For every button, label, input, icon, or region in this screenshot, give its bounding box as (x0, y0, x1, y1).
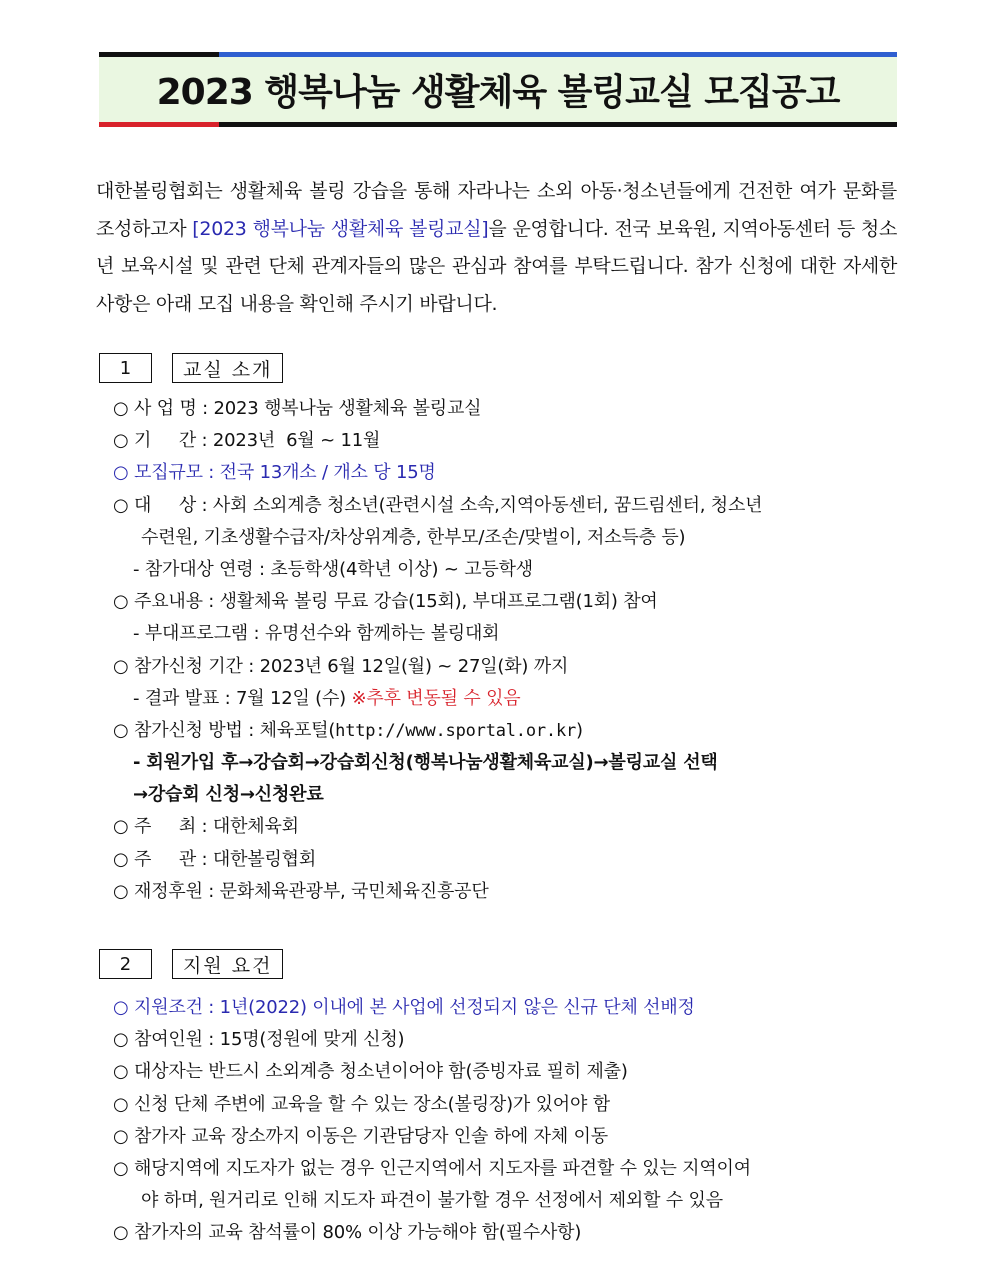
list-item-eligibility: ○ 대상자는 반드시 소외계층 청소년이어야 함(증빙자료 필히 제출) (113, 1061, 628, 1083)
list-item-target: ○ 대 상 : 사회 소외계층 청소년(관련시설 소속,지역아동센터, 꿈드림센터, 청소년 (113, 494, 763, 516)
title-banner (99, 52, 897, 127)
section-1-list (113, 393, 903, 908)
list-item-result (113, 683, 903, 715)
list-item-venue: ○ 신청 단체 주변에 교육을 할 수 있는 장소(볼링장)가 있어야 함 (113, 1093, 610, 1115)
list-item-age: - 참가대상 연령 : 초등학생(4학년 이상) ~ 고등학생 (133, 558, 533, 580)
intro-text-before: 대한볼링협회는 생활체육 볼링 강습을 통해 자라나는 소외 아동·청소년들에게 건전한 여가 문화를 조성하고자 (96, 180, 897, 240)
section-2-list (113, 992, 903, 1250)
section-1-title: 교실 소개 (172, 353, 283, 383)
list-item-sub-program: - 부대프로그램 : 유명선수와 함께하는 볼링대회 (133, 623, 500, 645)
list-item-instructor: ○ 해당지역에 지도자가 없는 경우 인근지역에서 지도자를 파견할 수 있는 지역이여 (113, 1157, 751, 1179)
list-item-steps-2: →강습회 신청→신청완료 (133, 784, 324, 806)
intro-paragraph (96, 173, 897, 323)
apply-url-link[interactable]: http://www.sportal.or.kr (335, 720, 577, 741)
list-item-scale: ○ 모집규모 : 전국 13개소 / 개소 당 15명 (113, 462, 436, 484)
list-item-transport: ○ 참가자 교육 장소까지 이동은 기관담당자 인솔 하에 자체 이동 (113, 1125, 608, 1147)
list-item-apply-method (113, 715, 903, 747)
list-item-sponsor: ○ 재정후원 : 문화체육관광부, 국민체육진흥공단 (113, 880, 489, 902)
list-item-host: ○ 주 최 : 대한체육회 (113, 816, 299, 838)
section-2-number: 2 (99, 949, 152, 979)
page-title: 2023 행복나눔 생활체육 볼링교실 모집공고 (156, 72, 840, 113)
list-item-condition: ○ 지원조건 : 1년(2022) 이내에 본 사업에 선정되지 않은 신규 단체 선배정 (113, 997, 695, 1018)
title-bottom-bar (99, 122, 897, 127)
list-item-instructor-cont: 야 하며, 원거리로 인해 지도자 파견이 불가할 경우 선정에서 제외할 수 있음 (141, 1190, 723, 1212)
intro-highlight: [2023 행복나눔 생활체육 볼링교실] (192, 217, 489, 240)
list-item-project-name: ○ 사 업 명 : 2023 행복나눔 생활체육 볼링교실 (113, 398, 482, 419)
list-item-period: ○ 기 간 : 2023년 6월 ~ 11월 (113, 430, 381, 452)
section-2-title: 지원 요건 (172, 949, 283, 979)
list-item-apply-period: ○ 참가신청 기간 : 2023년 6월 12일(월) ~ 27일(화) 까지 (113, 655, 569, 677)
section-1-number: 1 (99, 353, 152, 383)
list-item-content: ○ 주요내용 : 생활체육 볼링 무료 강습(15회), 부대프로그램(1회) 참여 (113, 591, 658, 613)
list-item-attendance: ○ 참가자의 교육 참석률이 80% 이상 가능해야 함(필수사항) (113, 1222, 582, 1244)
list-item-organizer: ○ 주 관 : 대한볼링협회 (113, 848, 317, 870)
title-box (99, 57, 897, 122)
list-item-participants: ○ 참여인원 : 15명(정원에 맞게 신청) (113, 1029, 405, 1051)
list-item-target-cont: 수련원, 기초생활수급자/차상위계층, 한부모/조손/맞벌이, 저소득층 등) (141, 526, 686, 548)
intro-text-after: 을 운영합니다. 전국 보육원, 지역아동센터 등 청소년 보육시설 및 관련 단체 관계자들의 많은 관심과 참여를 부탁드립니다. 참가 신청에 대한 자세한 사항은 아래 모집 내용을 확인해 주시기 바랍니다. (96, 217, 898, 315)
apply-method-prefix: ○ 참가신청 방법 : 체육포털( (113, 719, 336, 741)
list-item-steps-1: - 회원가입 후→강습회→강습회신청(행복나눔생활체육교실)→볼링교실 선택 (133, 752, 718, 774)
apply-method-suffix: ) (576, 719, 583, 741)
result-note: ※추후 변동될 수 있음 (351, 687, 521, 709)
result-text: - 결과 발표 : 7월 12일 (수) (133, 687, 352, 709)
